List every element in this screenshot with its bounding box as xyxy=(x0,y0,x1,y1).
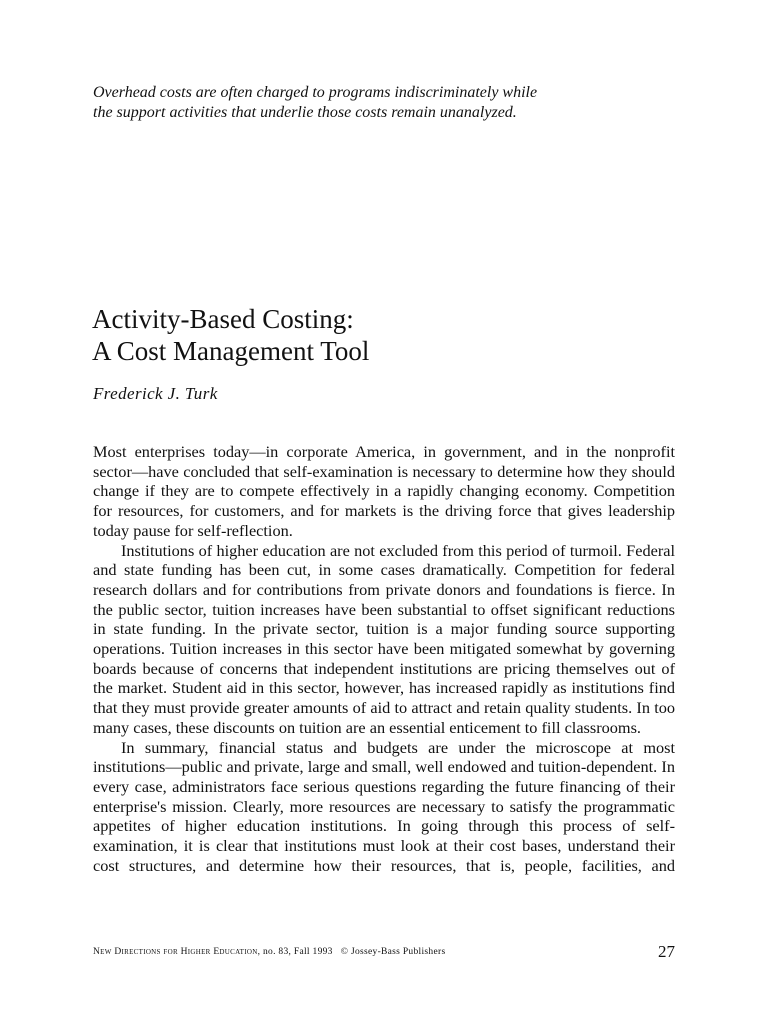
article-title-line-2: A Cost Management Tool xyxy=(92,336,370,366)
epigraph xyxy=(93,83,653,123)
article-body xyxy=(93,442,675,875)
page-number: 27 xyxy=(658,942,675,961)
paragraph-1: Most enterprises today—in corporate America, in government, and in the nonprofit sector—have concluded that self-examination is necessary to determine how they should change if they are to compete effectively in a rapidly changing economy. Competition for resources, for customers, and for markets is the driving force that gives leadership today pause for self-reflection. xyxy=(93,442,675,540)
author-name: Frederick J. Turk xyxy=(93,384,218,403)
article-title xyxy=(92,303,369,367)
paragraph-3: In summary, financial status and budgets are under the microscope at most institutions—public and private, large and small, well endowed and tuition-dependent. In every case, administrators face serious questions regarding the future financing of their enterprise's mission. Clearly, more resources are necessary to satisfy the programmatic appetites of higher education institutions. In going through this process of self-examination, it is clear that institutions must look at their cost bases, understand their cost structures, and determine how their resources, that is, people, facilities, and xyxy=(93,737,675,875)
page-footer xyxy=(93,942,675,962)
paragraph-2: Institutions of higher education are not excluded from this period of turmoil. Federal and state funding has been cut, in some cases dramatically. Competition for federal research dollars and for contributions from private donors and foundations is fierce. In the public sector, tuition increases have been substantial to offset significant reductions in state funding. In the private sector, tuition is a major funding source supporting operations. Tuition increases in this sector have been mitigated somewhat by governing boards because of concerns that independent institutions are pricing themselves out of the market. Student aid in this sector, however, has increased rapidly as institutions find that they must provide greater amounts of aid to attract and retain quality students. In too many cases, these discounts on tuition are an essential enticement to fill classrooms. xyxy=(93,540,675,737)
footer-citation xyxy=(93,947,445,957)
epigraph-line-2: the support activities that underlie those costs remain unanalyzed. xyxy=(93,104,517,121)
footer-publisher: © Jossey-Bass Publishers xyxy=(340,947,446,957)
article-title-line-1: Activity-Based Costing: xyxy=(92,304,354,334)
footer-issue: no. 83, Fall 1993 xyxy=(262,947,333,957)
footer-series: New Directions for Higher Education, xyxy=(93,947,261,957)
epigraph-line-1: Overhead costs are often charged to programs indiscriminately while xyxy=(93,84,538,101)
